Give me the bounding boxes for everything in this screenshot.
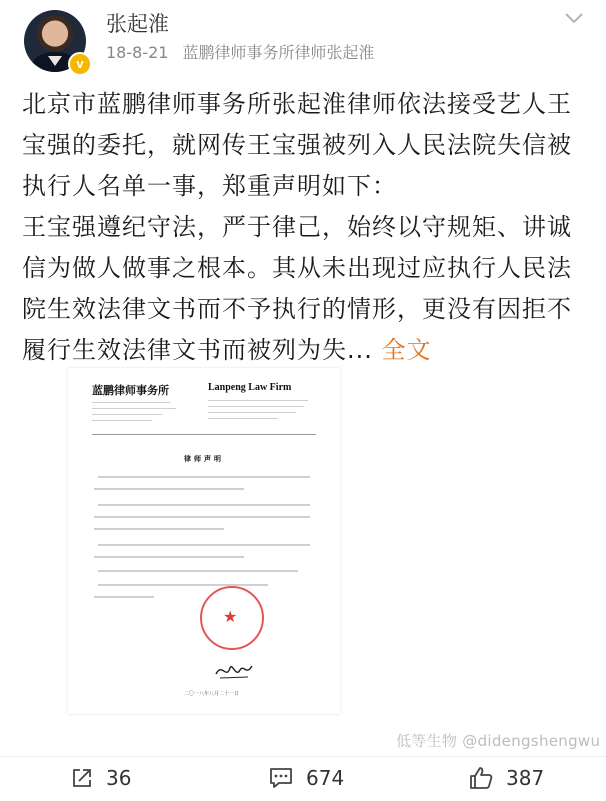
verified-badge-icon: v xyxy=(68,52,92,76)
like-count: 387 xyxy=(506,766,545,790)
seal-star-icon: ★ xyxy=(223,607,238,626)
handwritten-signature xyxy=(214,660,254,682)
document-title: 律师声明 xyxy=(184,455,224,463)
post-source: 蓝鹏律师事务所律师张起淮 xyxy=(182,43,375,62)
document-date: 二〇一八年八月二十一日 xyxy=(184,691,240,697)
post-paragraph-1: 北京市蓝鹏律师事务所张起淮律师依法接受艺人王宝强的委托，就网传王宝强被列入人民法院失信被执行人名单一事，郑重声明如下： xyxy=(22,90,572,200)
document-firm-name-cn: 蓝鹏律师事务所 xyxy=(92,384,169,397)
post-meta xyxy=(106,40,388,63)
repost-button[interactable] xyxy=(70,763,131,793)
comment-icon xyxy=(268,766,294,790)
repost-icon xyxy=(70,766,94,790)
post-date: 18-8-21 xyxy=(106,43,169,62)
action-bar xyxy=(0,756,606,801)
author-name[interactable]: 张起淮 xyxy=(106,12,169,36)
post-body xyxy=(22,84,590,371)
post-header xyxy=(0,0,606,80)
post-paragraph-2-text: 王宝强遵纪守法，严于律己，始终以守规矩、讲诚信为做人做事之根本。其从未出现过应执行人民法院生效法律文书而不予执行的情形，更没有因拒不履行生效法律文书而被列为失... xyxy=(22,213,572,364)
thumbs-up-icon xyxy=(468,765,494,791)
chevron-down-icon[interactable] xyxy=(563,10,585,26)
document-firm-name-en: Lanpeng Law Firm xyxy=(208,382,292,393)
repost-count: 36 xyxy=(106,766,132,790)
watermark: 低等生物 @didengshengwu xyxy=(396,732,601,750)
attached-document-image[interactable] xyxy=(68,368,340,714)
post-paragraph-2 xyxy=(22,207,590,371)
like-button[interactable] xyxy=(468,763,544,793)
expand-full-text-link[interactable]: 全文 xyxy=(381,336,432,364)
comment-count: 674 xyxy=(306,766,345,790)
comment-button[interactable] xyxy=(268,763,344,793)
